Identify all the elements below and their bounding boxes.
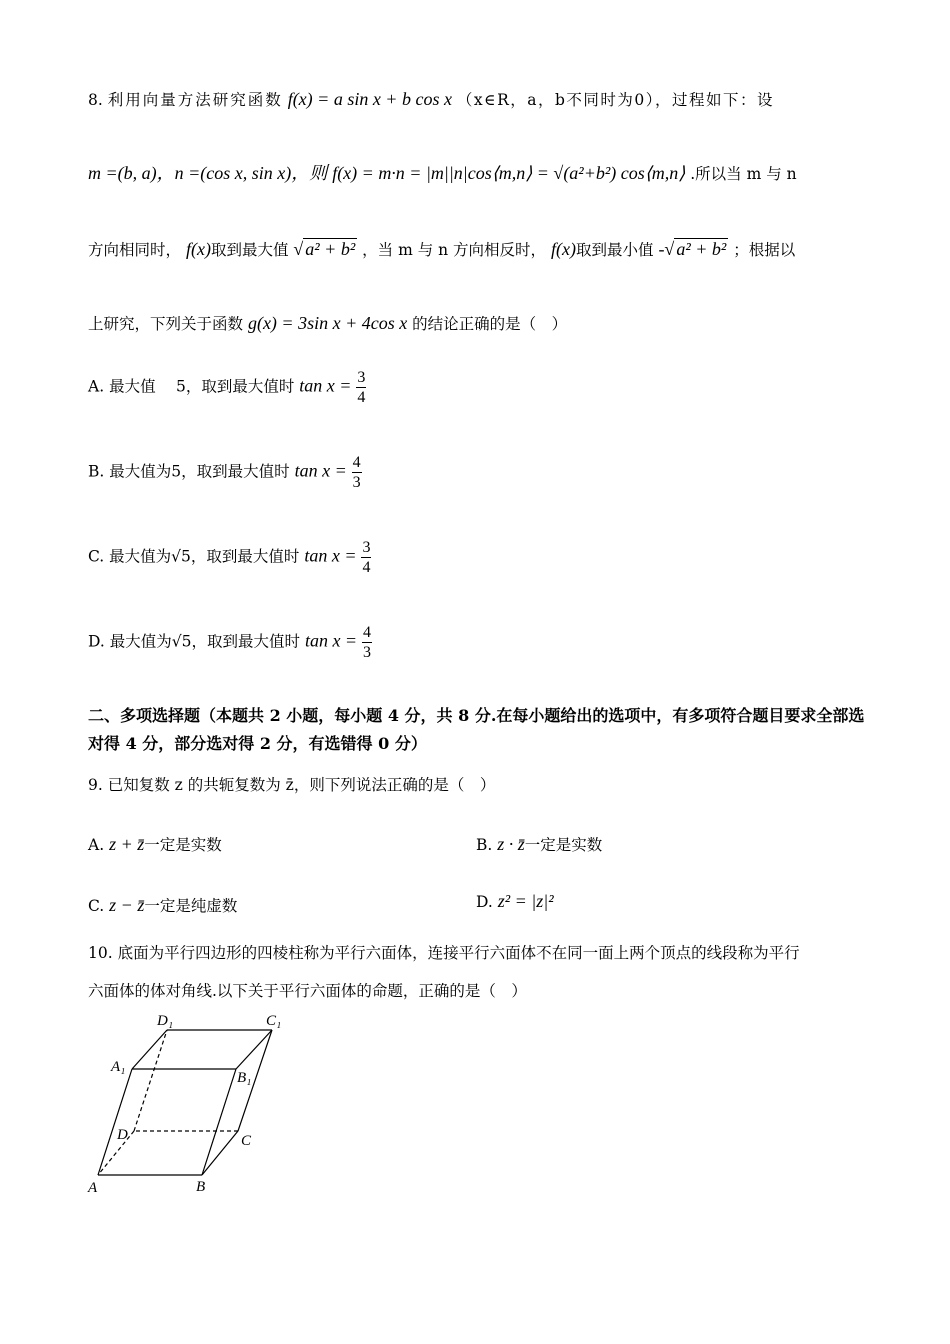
edge-D1A1 — [132, 1030, 167, 1069]
tan-expr: tan x = — [299, 375, 352, 396]
fraction: $\frac{3}{4}$ — [362, 539, 371, 576]
q8-line3-d: 取到最小值 — [575, 241, 654, 259]
vertex-label-C1: C₁ — [266, 1013, 282, 1029]
fraction: $\frac{4}{3}$ — [363, 624, 372, 661]
option-text: 最大值为√5，取到最大值时 — [109, 632, 300, 651]
option-label: B. — [476, 836, 493, 854]
option-text: 一定是纯虚数 — [144, 897, 238, 915]
option-label: C. — [88, 547, 105, 566]
option-expr: z − z̄ — [109, 895, 145, 915]
option-label: D. — [88, 632, 105, 651]
q8-line4 — [88, 312, 567, 335]
fx-symbol: f(x) — [185, 239, 211, 259]
edge-BB1 — [202, 1069, 236, 1175]
q8-line3-e: ；根据以 — [733, 241, 796, 259]
q9-option-a[interactable] — [88, 833, 222, 856]
q8-line3-c: ，当 m 与 n 方向相反时， — [362, 241, 547, 259]
edge-AA1 — [98, 1069, 132, 1175]
section2-heading: 二、多项选择题（本题共 2 小题，每小题 4 分，共 8 分.在每小题给出的选项中，有多项符合题目要求全部选对得 4 分，部分选对得 2 分，有选错得 0 分） — [88, 706, 865, 753]
option-text: 最大值为5，取到最大值时 — [109, 462, 290, 481]
option-label: A. — [88, 377, 105, 396]
edge-DD1 — [134, 1030, 167, 1131]
q8-option-d[interactable] — [88, 623, 372, 662]
q8-option-a[interactable] — [88, 368, 366, 407]
vertex-label-B1: B₁ — [237, 1070, 252, 1086]
option-text: 一定是实数 — [524, 836, 603, 854]
tan-expr: tan x = — [294, 460, 347, 481]
q8-g-func: g(x) = 3sin x + 4cos x — [247, 313, 408, 333]
tan-expr: tan x = — [304, 545, 357, 566]
fx-symbol-2: f(x) — [551, 239, 576, 259]
q8-line2 — [88, 162, 797, 185]
q8-number: 8. — [88, 91, 103, 109]
tan-expr: tan x = — [304, 630, 358, 651]
q8-line3-b: 取到最大值 — [210, 241, 289, 259]
edge-B1C1 — [236, 1030, 272, 1069]
option-label: D. — [476, 893, 493, 911]
option-label: C. — [88, 897, 105, 915]
option-label: B. — [88, 462, 105, 481]
option-text: 最大值为√5，取到最大值时 — [109, 547, 300, 566]
edge-BC — [202, 1131, 238, 1175]
max-value-expr: √ a² + b² — [293, 239, 356, 259]
parallelepiped-figure — [80, 1005, 310, 1205]
q10-line1: 10. 底面为平行四边形的四棱柱称为平行六面体，连接平行六面体不在同一面上两个顶点的线段称为平行 — [88, 944, 800, 962]
option-expr: z · z̄ — [497, 834, 525, 854]
vertex-label-D: D — [117, 1127, 128, 1143]
q9-option-c[interactable] — [88, 894, 237, 917]
q8-line4-b: 的结论正确的是（ ） — [412, 315, 568, 333]
min-value-expr: -√ a² + b² — [658, 239, 727, 259]
q8-intro: 利用向量方法研究函数 — [107, 91, 283, 109]
vertex-label-D1: D₁ — [157, 1013, 174, 1029]
q9-option-b[interactable] — [476, 833, 602, 856]
q8-line2-tail: .所以当 m 与 n — [690, 165, 797, 183]
q8-vectors: m =(b, a)，n =(cos x, sin x)，则 — [88, 163, 328, 183]
option-expr: z² = |z|² — [497, 891, 554, 911]
q8-line3 — [88, 238, 795, 261]
q9-stem: 9. 已知复数 z 的共轭复数为 z̄，则下列说法正确的是（ ） — [88, 776, 496, 794]
option-label: A. — [88, 836, 105, 854]
vertex-label-C: C — [241, 1133, 252, 1149]
fraction: $\frac{3}{4}$ — [357, 369, 366, 406]
edge-DA — [98, 1131, 134, 1175]
option-text: 最大值 5，取到最大值时 — [109, 377, 295, 396]
fraction: $\frac{4}{3}$ — [352, 454, 361, 491]
vertex-label-A1: A₁ — [111, 1059, 126, 1075]
vertex-label-B: B — [196, 1179, 206, 1195]
q10-line2: 六面体的体对角线.以下关于平行六面体的命题，正确的是（ ） — [88, 982, 527, 1000]
q8-option-c[interactable] — [88, 538, 371, 577]
q8-formula: f(x) = m·n = |m||n|cos⟨m,n⟩ = √(a²+b²) cos⟨m,n⟩ — [332, 163, 686, 183]
q8-line4-a: 上研究，下列关于函数 — [88, 315, 244, 333]
option-expr: z + z̄ — [109, 834, 145, 854]
vertex-label-A: A — [88, 1180, 98, 1196]
q8-func-def: f(x) = a sin x + b cos x — [287, 89, 452, 109]
q8-line3-a: 方向相同时， — [88, 241, 182, 259]
q8-domain: （x∈R，a，b不同时为0），过程如下：设 — [456, 91, 775, 109]
option-text: 一定是实数 — [144, 836, 222, 854]
q9-option-d[interactable] — [476, 890, 554, 913]
q8-option-b[interactable] — [88, 453, 362, 492]
q8-line1 — [88, 88, 774, 111]
